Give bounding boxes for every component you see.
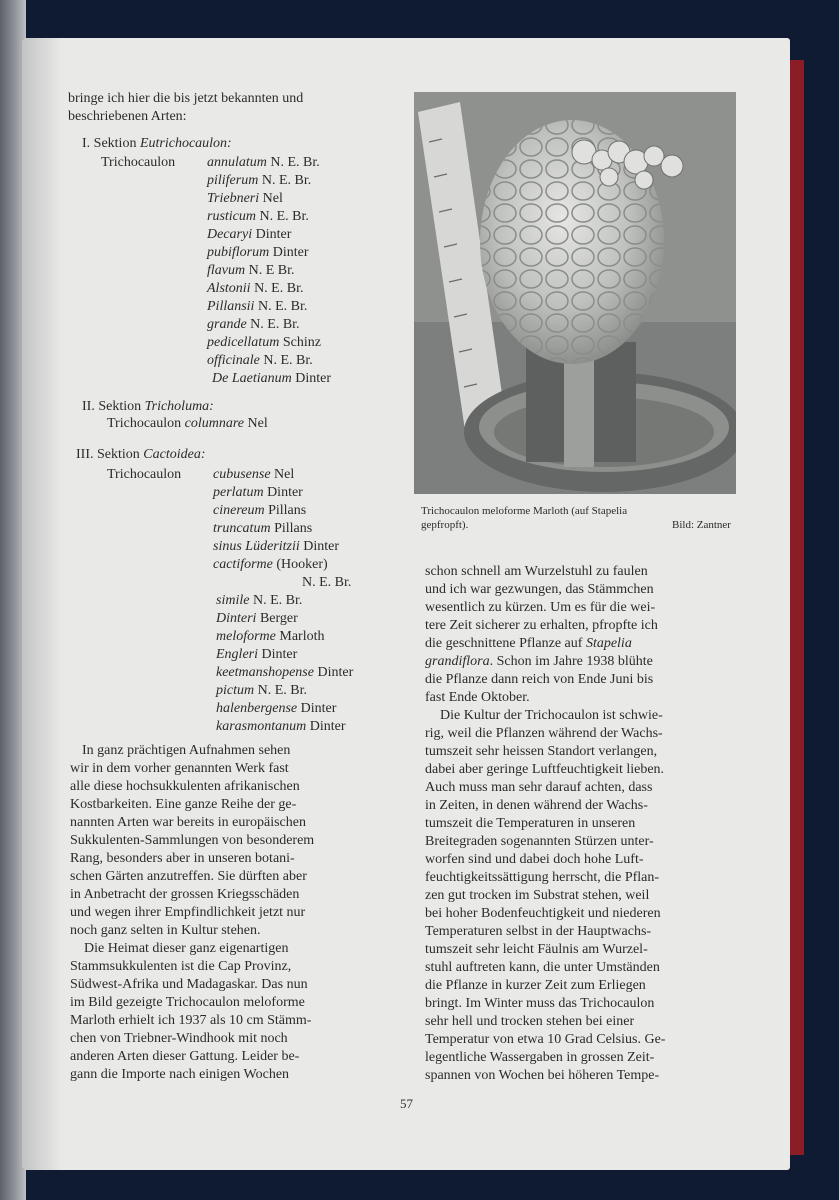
body-line: in Zeiten, in denen während der Wachs- xyxy=(425,798,648,813)
species-entry xyxy=(207,352,313,370)
species-name: pubiflorum xyxy=(207,245,270,260)
species-name: flavum xyxy=(207,263,246,278)
section-name: Tricholuma: xyxy=(144,399,214,414)
species-entry xyxy=(213,484,303,502)
body-line: Die Kultur der Trichocaulon ist schwie- xyxy=(440,708,663,723)
species-author: Dinter xyxy=(317,665,354,680)
species-name: cactiforme xyxy=(213,557,273,572)
species-entry xyxy=(207,298,307,316)
species-name: meloforme xyxy=(216,629,276,644)
section-label: Sektion xyxy=(97,447,140,462)
species-entry xyxy=(207,316,300,334)
species-entry xyxy=(207,154,320,172)
species-name: columnare xyxy=(184,416,245,431)
species-name: truncatum xyxy=(213,521,271,536)
species-entry xyxy=(216,718,346,736)
body-line: dabei aber geringe Luftfeuchtigkeit lieben. xyxy=(425,762,665,777)
body-line: Marloth erhielt ich 1937 als 10 cm Stämm- xyxy=(70,1013,312,1028)
section-heading xyxy=(82,398,214,416)
body-line: gann die Importe nach einigen Wochen xyxy=(70,1067,290,1082)
species-author: N. E. Br. xyxy=(254,281,304,296)
body-line: fast Ende Oktober. xyxy=(425,690,530,705)
species-entry xyxy=(216,646,297,664)
species-name: rusticum xyxy=(207,209,256,224)
species-name: perlatum xyxy=(213,485,264,500)
species-entry xyxy=(216,628,325,646)
page-number: 57 xyxy=(400,1096,413,1111)
species-name: cubusense xyxy=(213,467,271,482)
body-line: die geschnittene Pflanze auf Stapelia xyxy=(425,636,632,651)
body-line: tere Zeit sicherer zu erhalten, pfropfte ich xyxy=(425,618,658,633)
intro-line: bringe ich hier die bis jetzt bekannten und xyxy=(68,91,304,106)
genus-name: Trichocaulon xyxy=(107,416,182,431)
species-author: Berger xyxy=(259,611,298,626)
body-line: Sukkulenten-Sammlungen von besonderem xyxy=(70,833,315,848)
species-entry xyxy=(107,415,268,433)
body-line: Stammsukkulenten ist die Cap Provinz, xyxy=(70,959,292,974)
intro-line: beschriebenen Arten: xyxy=(68,109,187,124)
species-name: grande xyxy=(207,317,247,332)
species-author: Nel xyxy=(247,416,268,431)
body-line: spannen von Wochen bei höheren Tempe- xyxy=(425,1068,660,1083)
body-line: die Pflanze dann reich von Ende Juni bis xyxy=(425,672,654,687)
species-entry xyxy=(213,556,328,574)
species-name: annulatum xyxy=(207,155,267,170)
species-entry xyxy=(213,466,294,484)
body-line: In ganz prächtigen Aufnahmen sehen xyxy=(82,743,291,758)
species-name: De Laetianum xyxy=(212,371,292,386)
species-author: N. E. Br. xyxy=(263,353,313,368)
body-line: Rang, besonders aber in unseren botani- xyxy=(70,851,295,866)
species-author: Dinter xyxy=(255,227,292,242)
body-line: legentliche Wassergaben in grossen Zeit- xyxy=(425,1050,655,1065)
section-label: Sektion xyxy=(93,136,137,151)
species-name: Triebneri xyxy=(207,191,260,206)
species-name: halenbergense xyxy=(216,701,298,716)
body-line: rig, weil die Pflanzen während der Wachs- xyxy=(425,726,663,741)
section-numeral: III. xyxy=(76,447,94,462)
species-author: Dinter xyxy=(261,647,298,662)
species-entry xyxy=(207,244,309,262)
species-author: Pillans xyxy=(268,503,307,518)
genus-name: Trichocaulon xyxy=(101,155,176,170)
body-line: Auch muss man sehr darauf achten, dass xyxy=(425,780,653,795)
species-name: Alstonii xyxy=(207,281,251,296)
photo-caption: gepfropft). xyxy=(421,519,469,531)
species-author: N. E. Br. xyxy=(252,593,303,608)
species-author: Dinter xyxy=(303,539,340,554)
body-line: Die Heimat dieser ganz eigenartigen xyxy=(84,941,289,956)
body-line: Südwest-Afrika und Madagaskar. Das nun xyxy=(70,977,308,992)
species-entry xyxy=(216,592,302,610)
species-name: karasmontanum xyxy=(216,719,307,734)
species-name: piliferum xyxy=(207,173,259,188)
page-gutter-shadow xyxy=(22,38,62,1170)
body-line: wesentlich zu kürzen. Um es für die wei- xyxy=(425,600,656,615)
species-author: N. E. Br. xyxy=(257,683,307,698)
species-entry xyxy=(213,502,306,520)
species-entry xyxy=(302,574,351,592)
species-entry xyxy=(207,280,303,298)
species-name: pictum xyxy=(216,683,255,698)
species-name: simile xyxy=(216,593,250,608)
species-author: Dinter xyxy=(272,245,309,260)
species-author: Dinter xyxy=(267,485,303,500)
body-line: schen Gärten anzutreffen. Sie dürften aber xyxy=(70,869,307,884)
species-author: Pillans xyxy=(274,521,313,536)
species-entry xyxy=(207,172,311,190)
body-line: alle diese hochsukkulenten afrikanischen xyxy=(70,779,300,794)
species-name: Pillansii xyxy=(207,299,255,314)
species-author: N. E. Br. xyxy=(261,173,312,188)
species-author: Dinter xyxy=(309,719,346,734)
species-entry xyxy=(213,520,312,538)
body-line: grandiflora. Schon im Jahre 1938 blühte xyxy=(425,654,653,669)
species-author: Marloth xyxy=(279,629,325,644)
species-entry xyxy=(216,700,336,718)
section-name: Eutrichocaulon: xyxy=(139,136,232,151)
species-entry xyxy=(207,226,291,244)
species-entry xyxy=(207,334,321,352)
species-name: cinereum xyxy=(213,503,265,518)
body-line: bei hoher Bodenfeuchtigkeit und niederen xyxy=(425,906,661,921)
species-name: officinale xyxy=(207,353,260,368)
species-entry xyxy=(207,208,309,226)
species-author: Schinz xyxy=(282,335,321,350)
species-name: sinus Lüderitzii xyxy=(213,539,300,554)
species-author: N. E. Br. xyxy=(259,209,309,224)
body-line: Kostbarkeiten. Eine ganze Reihe der ge- xyxy=(70,797,297,812)
body-line: tumszeit die Temperaturen in unseren xyxy=(425,816,636,831)
body-line: tumszeit sehr heissen Standort verlangen, xyxy=(425,744,658,759)
body-line: zen gut trocken im Substrat stehen, weil xyxy=(425,888,650,903)
body-line: sehr hell und trocken stehen bei einer xyxy=(425,1014,635,1029)
species-entry xyxy=(207,190,283,208)
species-entry xyxy=(216,664,353,682)
species-name: keetmanshopense xyxy=(216,665,314,680)
cactus-illustration xyxy=(414,92,736,494)
species-author: N. E. Br. xyxy=(270,155,320,170)
species-entry xyxy=(216,682,307,700)
body-line: anderen Arten dieser Gattung. Leider be- xyxy=(70,1049,300,1064)
body-line: in Anbetracht der grossen Kriegsschäden xyxy=(70,887,300,902)
body-line: Temperaturen selbst in der Hauptwachs- xyxy=(425,924,652,939)
section-numeral: I. xyxy=(82,136,91,151)
species-entry xyxy=(216,610,298,628)
species-entry xyxy=(213,538,339,556)
body-line: im Bild gezeigte Trichocaulon meloforme xyxy=(70,995,305,1010)
body-line: chen von Triebner-Windhook mit noch xyxy=(70,1031,288,1046)
cactus-photo xyxy=(414,92,736,494)
section-heading xyxy=(82,135,232,153)
body-line: feuchtigkeitssättigung herrscht, die Pflan- xyxy=(425,870,660,885)
body-line: schon schnell am Wurzelstuhl zu faulen xyxy=(425,564,648,579)
body-line: Breitegraden sogenannten Stürzen unter- xyxy=(425,834,654,849)
species-author: Dinter xyxy=(295,371,331,386)
body-line: und wegen ihrer Empfindlichkeit jetzt nur xyxy=(70,905,306,920)
species-author: N. E. Br. xyxy=(250,317,300,332)
body-line: stuhl auftreten kann, die unter Umständen xyxy=(425,960,660,975)
section-numeral: II. xyxy=(82,399,95,414)
genus-name: Trichocaulon xyxy=(107,467,182,482)
species-entry xyxy=(212,370,331,388)
section-label: Sektion xyxy=(98,399,142,414)
body-line: noch ganz selten in Kultur stehen. xyxy=(70,923,261,938)
section-heading xyxy=(76,446,206,464)
body-line: tumszeit sehr leicht Fäulnis am Wurzel- xyxy=(425,942,648,957)
photo-credit: Bild: Zantner xyxy=(672,519,731,531)
species-author: Dinter xyxy=(300,701,337,716)
species-author: N. E Br. xyxy=(248,263,295,278)
species-name: Engleri xyxy=(216,647,258,662)
species-entry xyxy=(207,262,295,280)
species-author: Nel xyxy=(274,467,295,482)
body-line: bringt. Im Winter muss das Trichocaulon xyxy=(425,996,655,1011)
body-line: worfen sind und dabei doch hohe Luft- xyxy=(425,852,644,867)
photo-caption: Trichocaulon meloforme Marloth (auf Stapelia xyxy=(421,505,628,517)
body-line: Temperatur von etwa 10 Grad Celsius. Ge- xyxy=(425,1032,666,1047)
species-author: (Hooker) xyxy=(276,557,328,572)
section-name: Cactoidea: xyxy=(143,447,206,462)
body-line: nannten Arten war bereits in europäischen xyxy=(70,815,306,830)
species-name: Dinteri xyxy=(216,611,257,626)
species-author: N. E. Br. xyxy=(302,575,352,590)
species-author: Nel xyxy=(262,191,283,206)
body-line: wir in dem vorher genannten Werk fast xyxy=(70,761,289,776)
body-line: und ich war gezwungen, das Stämmchen xyxy=(425,582,654,597)
species-author: N. E. Br. xyxy=(257,299,308,314)
species-name: pedicellatum xyxy=(207,335,280,350)
body-line: die Pflanze in kurzer Zeit zum Erliegen xyxy=(425,978,646,993)
species-name: Decaryi xyxy=(207,227,253,242)
